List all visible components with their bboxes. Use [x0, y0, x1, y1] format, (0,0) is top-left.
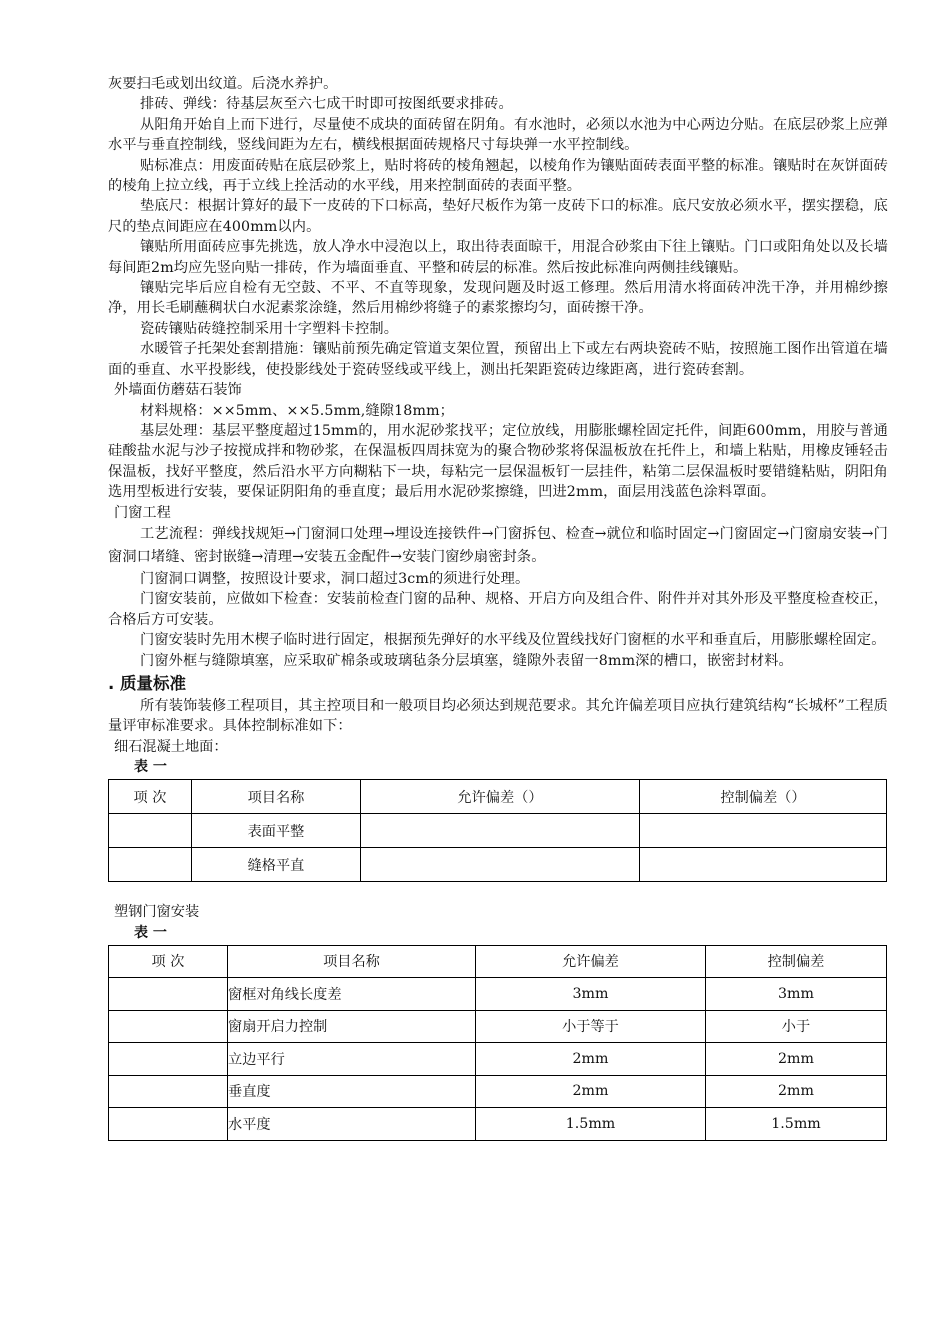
- header-cell: 项 次: [109, 945, 228, 978]
- table-cell: [109, 848, 192, 882]
- table-cell: 2mm: [476, 1043, 706, 1076]
- section-heading: 外墙面仿蘑菇石装饰: [114, 382, 242, 399]
- table-row: [109, 1075, 887, 1108]
- table-cell: 3mm: [476, 978, 706, 1011]
- table-cell: [640, 814, 887, 848]
- table-cell: 2mm: [706, 1043, 887, 1076]
- table-cell: [109, 978, 228, 1011]
- table-cell: 水平度: [228, 1108, 476, 1141]
- table-cell: [109, 1075, 228, 1108]
- table-row: [109, 1108, 887, 1141]
- table-row: [109, 1043, 887, 1076]
- table-cell: 窗扇开启力控制: [228, 1010, 476, 1043]
- paragraph: 门窗安装前，应做如下检查：安装前检查门窗的品种、规格、开启方向及组合件、附件并对其外形及平整度检查校正，合格后方可安装。: [108, 591, 888, 628]
- section-heading: 细石混凝土地面：: [114, 738, 228, 755]
- header-cell: 控制偏差: [706, 945, 887, 978]
- table-label: 表 一: [134, 759, 167, 776]
- table-label: 表 一: [134, 924, 167, 941]
- table-cell: 1.5mm: [706, 1108, 887, 1141]
- header-cell: 允许偏差: [476, 945, 706, 978]
- paragraph: 镶贴所用面砖应事先挑选，放人净水中浸泡以上，取出待表面晾干，用混合砂浆由下往上镶贴。门口或阳角处以及长墙每间距2m均应先竖向贴一排砖，作为墙面垂直、平整和砖层的标准。然后按此标准向两侧挂线镶贴。: [108, 239, 888, 276]
- paragraph: 灰要扫毛或划出纹道。后浇水养护。: [108, 76, 338, 92]
- table-cell: [361, 814, 640, 848]
- table-cell: [109, 1108, 228, 1141]
- paragraph: 镶贴完毕后应自检有无空鼓、不平、不直等现象，发现问题及时返工修理。然后用清水将面砖冲洗干净，并用棉纱擦净，用长毛刷蘸稠状白水泥素浆涂缝，然后用棉纱将缝子的素浆擦均匀，面砖擦干净。: [108, 280, 888, 317]
- paragraph: 水暖管子托架处套割措施：镶贴前预先确定管道支架位置，预留出上下或左右两块瓷砖不贴，按照施工图作出管道在墙面的垂直、水平投影线，使投影线处于瓷砖竖线或平线上，测出托架距瓷砖边缘距离，进行瓷砖套割。: [108, 341, 888, 378]
- table-cell: 立边平行: [228, 1043, 476, 1076]
- table-cell: 小于等于: [476, 1010, 706, 1043]
- quality-standard-heading: . 质量标准: [108, 673, 187, 693]
- paragraph: 门窗洞口调整，按照设计要求，洞口超过3cm的须进行处理。: [140, 570, 530, 587]
- paragraph: 门窗外框与缝隙填塞，应采取矿棉条或玻璃毡条分层填塞，缝隙外表留一8mm深的槽口，嵌密封材料。: [140, 652, 793, 669]
- table-cell: 表面平整: [192, 814, 361, 848]
- paragraph: 工艺流程：弹线找规矩→门窗洞口处理→埋设连接铁件→门窗拆包、检查→就位和临时固定→门窗固定→门窗扇安装→门窗洞口堵缝、密封嵌缝→清理→安装五金配件→安装门窗纱扇密封条。: [108, 525, 888, 565]
- section-heading: 塑钢门窗安装: [114, 904, 200, 921]
- table-cell: [640, 848, 887, 882]
- table-cell: [109, 1010, 228, 1043]
- table-cell: [109, 1043, 228, 1076]
- concrete-floor-table: [108, 779, 887, 882]
- document-page: [108, 74, 888, 1141]
- table-cell: [109, 814, 192, 848]
- plastic-steel-window-table: [108, 945, 887, 1141]
- paragraph: 材料规格：××5mm、××5.5mm,缝隙18mm；: [140, 402, 455, 419]
- table-cell: 1.5mm: [476, 1108, 706, 1141]
- table-cell: 窗框对角线长度差: [228, 978, 476, 1011]
- header-cell: 项目名称: [192, 780, 361, 814]
- paragraph: 基层处理：基层平整度超过15mm的，用水泥砂浆找平；定位放线，用膨胀螺栓固定托件，间距600mm，用胶与普通硅酸盐水泥与沙子按搅成拌和物砂浆，在保温板四周抹宽为的聚合物砂浆将保温板放在托件上，和墙上粘贴，用橡皮锤轻击保温板，找好平整度，然后沿水平方向糊粘下一块，每粘完一层保温板钉一层挂件，粘第二层保温板时要错缝粘贴，阴阳角选用型板进行安装，要保证阴阳角的垂直度；最后用水泥砂浆擦缝，凹进2mm，面层用浅蓝色涂料罩面。: [108, 422, 888, 501]
- table-cell: 2mm: [706, 1075, 887, 1108]
- table-row: [109, 814, 887, 848]
- table-header-row: [109, 780, 887, 814]
- table-header-row: [109, 945, 887, 978]
- paragraph: 门窗安装时先用木楔子临时进行固定，根据预先弹好的水平线及位置线找好门窗框的水平和垂直后，用膨胀螺栓固定。: [140, 632, 886, 649]
- table-row: [109, 1010, 887, 1043]
- header-cell: 项目名称: [228, 945, 476, 978]
- paragraph: 瓷砖镶贴砖缝控制采用十字塑料卡控制。: [140, 320, 399, 337]
- paragraph: 贴标准点：用废面砖贴在底层砂浆上，贴时将砖的棱角翘起，以棱角作为镶贴面砖表面平整的标准。镶贴时在灰饼面砖的棱角上拉立线，再于立线上拴活动的水平线，用来控制面砖的表面平整。: [108, 157, 888, 195]
- header-cell: 控制偏差（）: [640, 780, 887, 814]
- table-cell: [361, 848, 640, 882]
- table-cell: 缝格平直: [192, 848, 361, 882]
- table-cell: 垂直度: [228, 1075, 476, 1108]
- table-cell: 3mm: [706, 978, 887, 1011]
- paragraph: 垫底尺：根据计算好的最下一皮砖的下口标高，垫好尺板作为第一皮砖下口的标准。底尺安放必须水平，摆实摆稳，底尺的垫点间距应在400mm以内。: [108, 198, 888, 235]
- table-cell: 小于: [706, 1010, 887, 1043]
- section-heading: 门窗工程: [114, 504, 171, 521]
- paragraph: 从阳角开始自上而下进行，尽量使不成块的面砖留在阴角。有水池时，必须以水池为中心两边分贴。在底层砂浆上应弹水平与垂直控制线，竖线间距为左右，横线根据面砖规格尺寸每块弹一水平控制线。: [108, 116, 888, 154]
- header-cell: 项 次: [109, 780, 192, 814]
- header-cell: 允许偏差（）: [361, 780, 640, 814]
- table-cell: 2mm: [476, 1075, 706, 1108]
- table-row: [109, 848, 887, 882]
- paragraph: 排砖、弹线：待基层灰至六七成干时即可按图纸要求排砖。: [140, 96, 513, 113]
- table-row: [109, 978, 887, 1011]
- paragraph: 所有装饰装修工程项目，其主控项目和一般项目均必须达到规范要求。其允许偏差项目应执行建筑结构“长城杯”工程质量评审标准要求。具体控制标准如下：: [108, 697, 888, 735]
